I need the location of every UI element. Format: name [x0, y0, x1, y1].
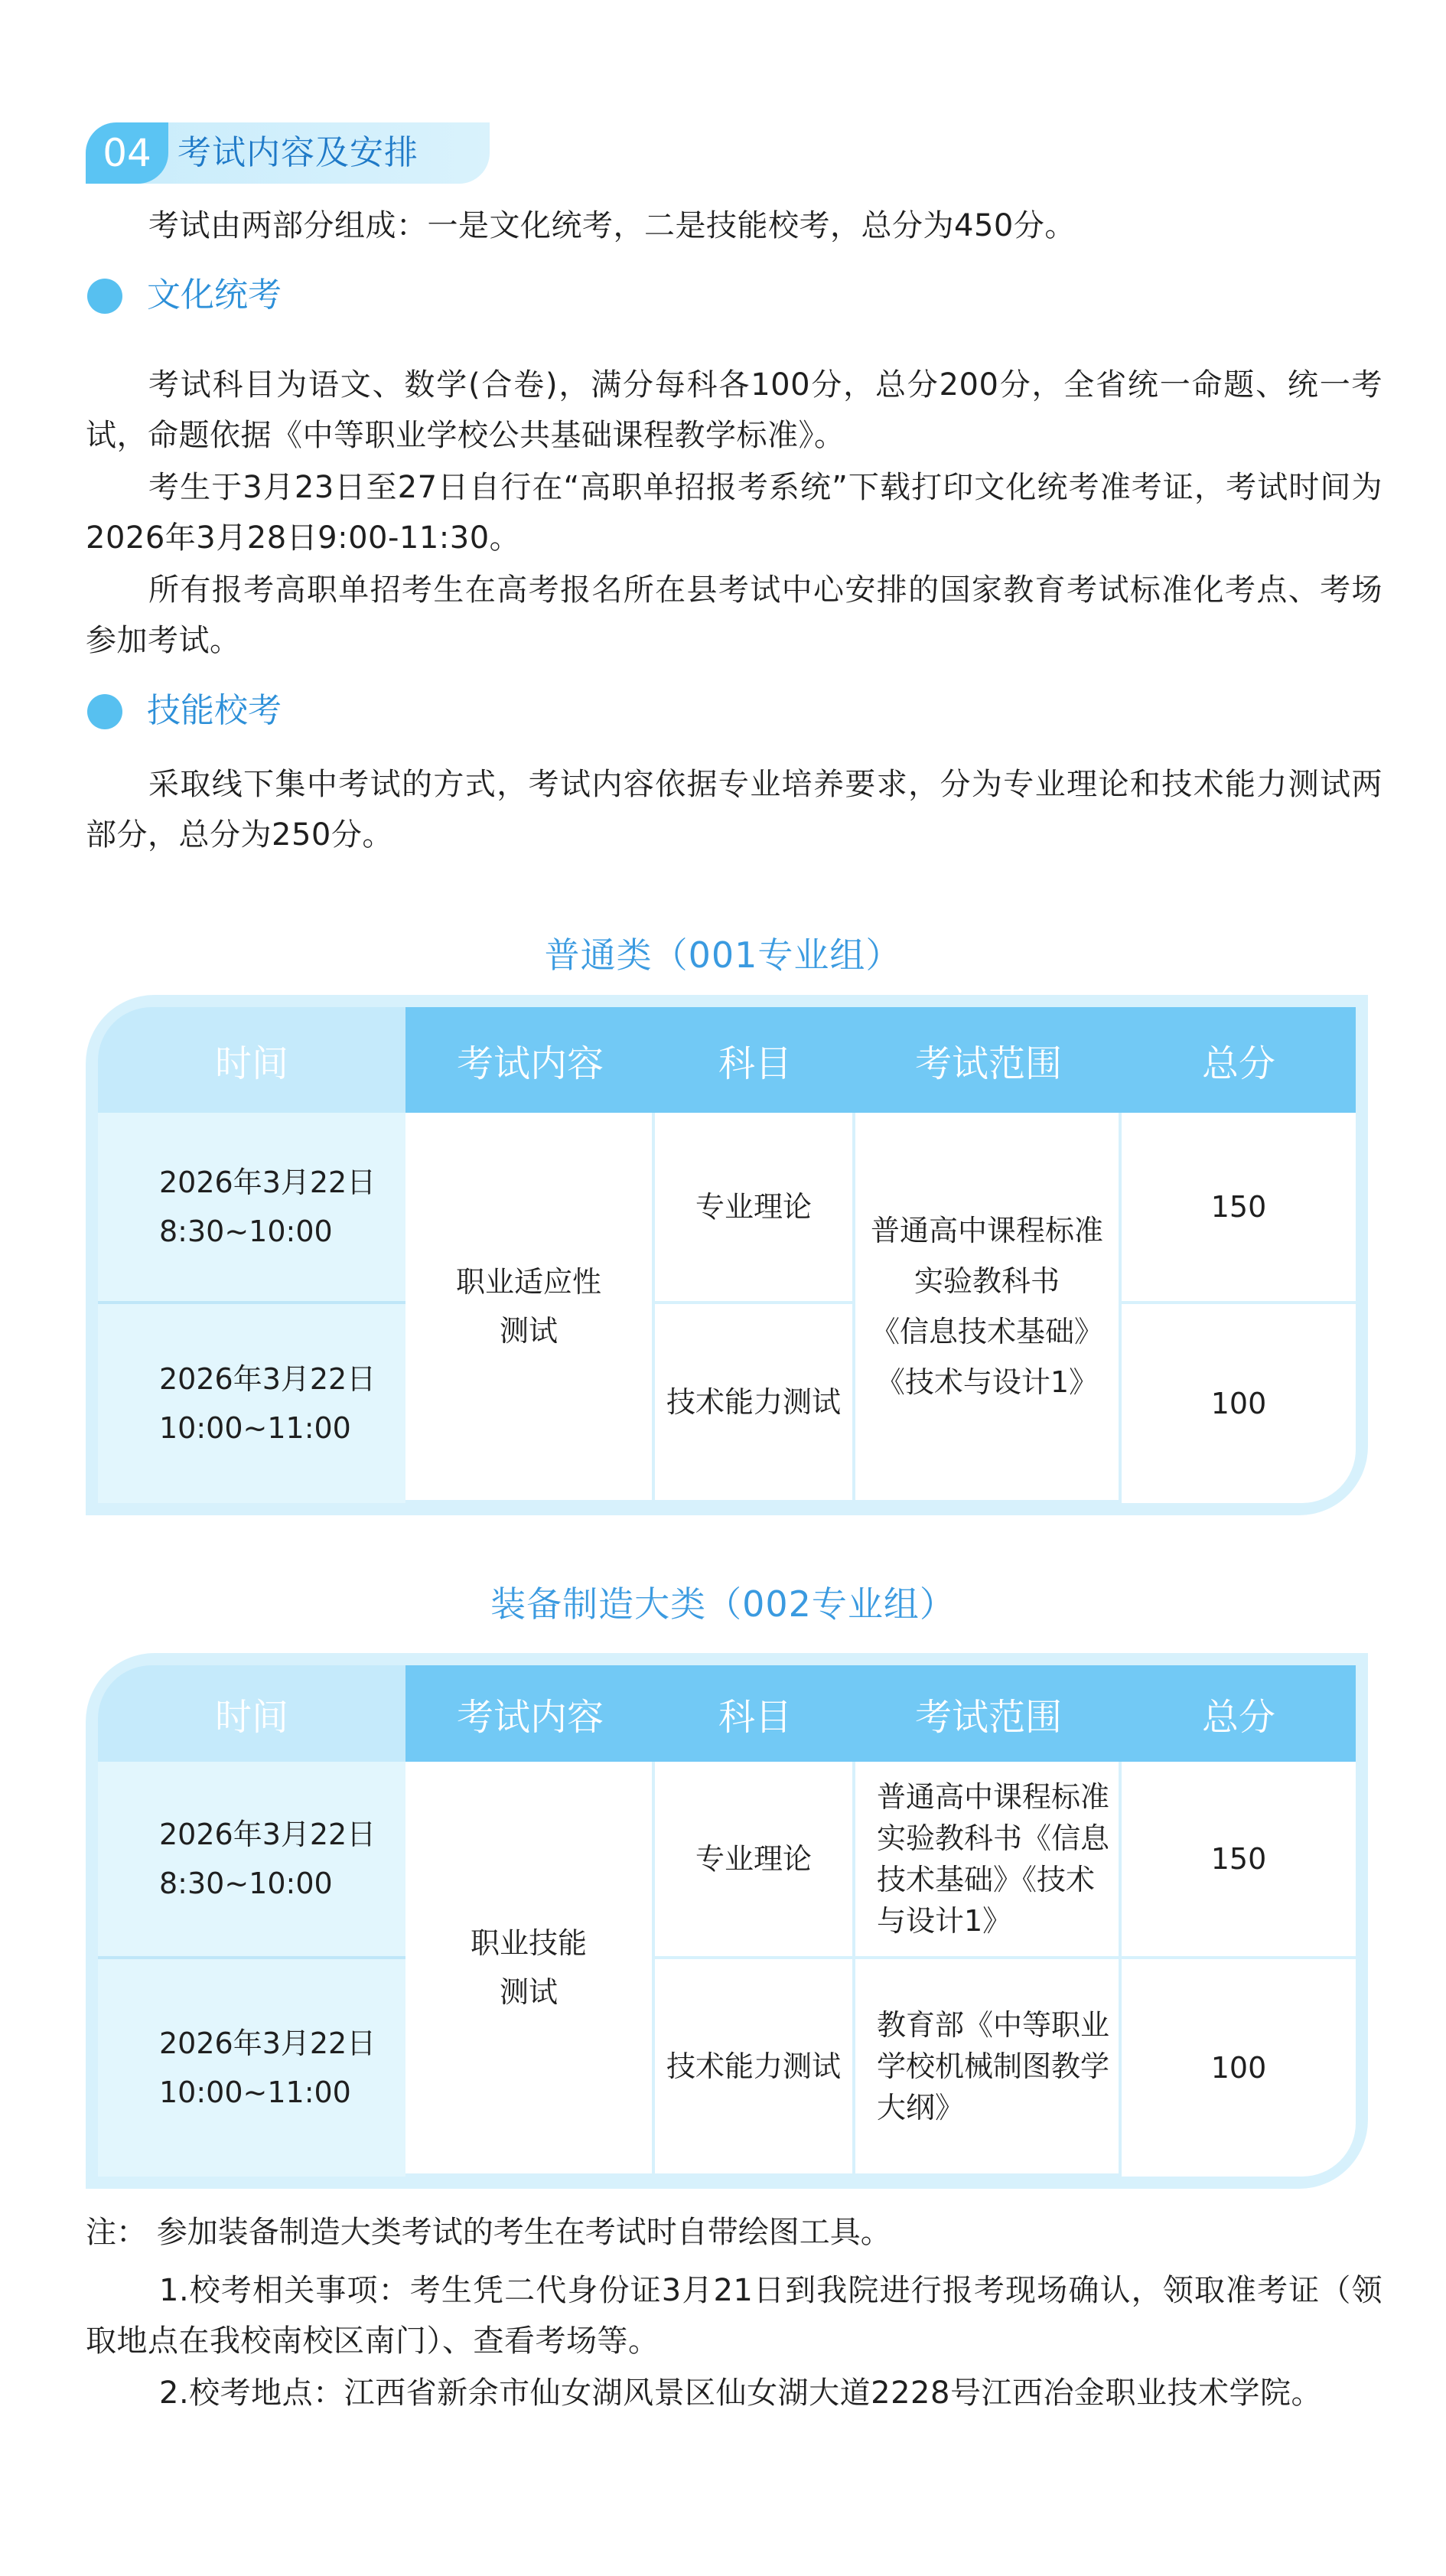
table1-header-time: 时间 — [98, 1007, 405, 1113]
bullet-dot-icon — [87, 694, 122, 729]
content-line: 测试 — [499, 1314, 558, 1348]
note-item-1: 1.校考相关事项：考生凭二代身份证3月21日到我院进行报考现场确认，领取准考证（领取地点在我校南校区南门）、查看考场等。 — [86, 2273, 1382, 2359]
range-line: 学校机械制图教学 — [877, 2049, 1110, 2083]
exam-date: 2026年3月22日 — [159, 1166, 376, 1199]
table2-score-cell: 150 — [1122, 1762, 1356, 1959]
table1-range-cell — [855, 1113, 1122, 1503]
content-line: 测试 — [499, 1975, 558, 2009]
range-line: 普通高中课程标准 — [870, 1214, 1103, 1247]
culture-title: 文化统考 — [147, 276, 282, 315]
range-line: 与设计1》 — [877, 1904, 1012, 1938]
exam-time: 8:30~10:00 — [159, 1867, 333, 1900]
table1-content-cell — [405, 1113, 655, 1503]
table1-header-subject: 科目 — [655, 1007, 855, 1113]
table2-time-cell — [98, 1762, 405, 1959]
culture-paragraph-2: 考生于3月23日至27日自行在“高职单招报考系统”下载打印文化统考准考证，考试时间为2026年3月28日9:00-11:30。 — [86, 470, 1382, 556]
note-text: 注： 参加装备制造大类考试的考生在考试时自带绘图工具。 — [86, 2215, 891, 2250]
table1 — [86, 995, 1368, 1515]
table1-header-score: 总分 — [1122, 1007, 1356, 1113]
note-item-2: 2.校考地点：江西省新余市仙女湖风景区仙女湖大道2228号江西冶金职业技术学院。 — [159, 2375, 1322, 2411]
range-line: 技术基础》《技术 — [877, 1863, 1096, 1896]
section-number: 04 — [86, 122, 168, 184]
exam-date: 2026年3月22日 — [159, 2027, 376, 2060]
table2-score-cell: 100 — [1122, 1959, 1356, 2177]
range-line: 实验教科书《信息 — [877, 1821, 1110, 1855]
table2-range-cell — [855, 1762, 1122, 1959]
table2-header-score: 总分 — [1122, 1665, 1356, 1762]
range-line: 大纲》 — [877, 2091, 965, 2124]
table1-time-cell — [98, 1304, 405, 1503]
table1-header-range: 考试范围 — [855, 1007, 1122, 1113]
section-title: 考试内容及安排 — [177, 133, 418, 172]
table2-range-cell — [855, 1959, 1122, 2177]
table2-header-range: 考试范围 — [855, 1665, 1122, 1762]
table1-score-cell: 150 — [1122, 1113, 1356, 1304]
table1-title: 普通类（001专业组） — [544, 934, 902, 976]
exam-time: 10:00~11:00 — [159, 1411, 351, 1445]
table1-subject-cell: 技术能力测试 — [655, 1304, 855, 1503]
table1-score-cell: 100 — [1122, 1304, 1356, 1503]
range-line: 《技术与设计1》 — [875, 1365, 1099, 1399]
table2 — [86, 1653, 1368, 2189]
bullet-dot-icon — [87, 279, 122, 314]
skill-title: 技能校考 — [147, 691, 282, 730]
range-line: 《信息技术基础》 — [870, 1315, 1103, 1348]
table2-time-cell — [98, 1959, 405, 2177]
table2-header-content: 考试内容 — [405, 1665, 655, 1762]
content-line: 职业适应性 — [455, 1265, 601, 1299]
table2-content-cell — [405, 1762, 655, 2177]
table1-subject-cell: 专业理论 — [655, 1113, 855, 1304]
content-line: 职业技能 — [470, 1926, 587, 1960]
table2-title: 装备制造大类（002专业组） — [490, 1583, 956, 1625]
skill-paragraph: 采取线下集中考试的方式，考试内容依据专业培养要求，分为专业理论和技术能力测试两部分，总分为250分。 — [86, 767, 1382, 853]
intro-text: 考试由两部分组成：一是文化统考，二是技能校考，总分为450分。 — [148, 208, 1076, 243]
exam-time: 10:00~11:00 — [159, 2075, 351, 2109]
exam-date: 2026年3月22日 — [159, 1362, 376, 1396]
table1-time-cell — [98, 1113, 405, 1304]
table2-subject-cell: 技术能力测试 — [655, 1959, 855, 2177]
culture-paragraph-3: 所有报考高职单招考生在高考报名所在县考试中心安排的国家教育考试标准化考点、考场参加考试。 — [86, 572, 1382, 658]
range-line: 普通高中课程标准 — [877, 1780, 1110, 1814]
table1-header-content: 考试内容 — [405, 1007, 655, 1113]
table2-header-subject: 科目 — [655, 1665, 855, 1762]
culture-paragraph-1: 考试科目为语文、数学(合卷)，满分每科各100分，总分200分，全省统一命题、统一考试，命题依据《中等职业学校公共基础课程教学标准》。 — [86, 367, 1382, 453]
range-line: 教育部《中等职业 — [877, 2008, 1110, 2042]
section-header — [86, 122, 490, 184]
table2-header-time: 时间 — [98, 1665, 405, 1762]
range-line: 实验教科书 — [914, 1264, 1060, 1298]
exam-date: 2026年3月22日 — [159, 1818, 376, 1851]
table2-subject-cell: 专业理论 — [655, 1762, 855, 1959]
exam-time: 8:30~10:00 — [159, 1215, 333, 1248]
